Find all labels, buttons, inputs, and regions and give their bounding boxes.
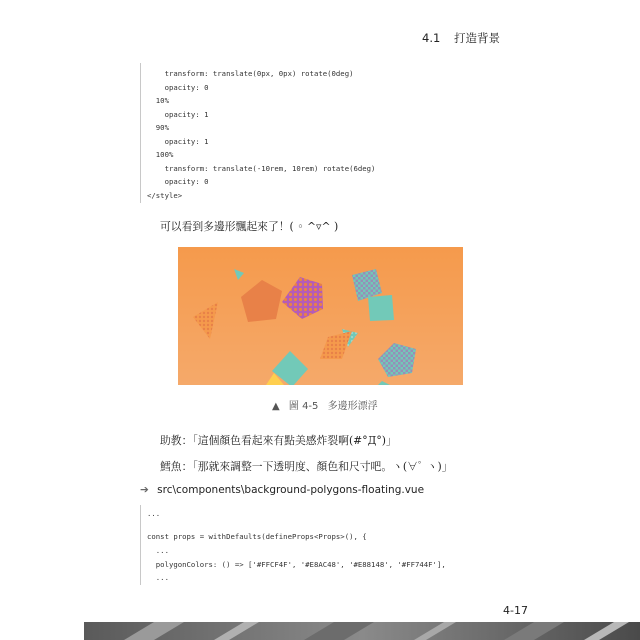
file-path bbox=[140, 484, 424, 496]
page-number: 4-17 bbox=[503, 604, 528, 617]
code-line: ... bbox=[147, 509, 161, 518]
code-line: opacity: 1 bbox=[147, 136, 209, 146]
code-line: polygonColors: () => ['#FFCF4F', '#E8AC48', '#E88148', '#FF744F'], bbox=[147, 560, 446, 569]
code-block-vue bbox=[140, 505, 481, 585]
code-line: transform: translate(0px, 0px) rotate(0deg) bbox=[147, 69, 354, 78]
dialogue-line: 助教：「這個顏色看起來有點美感炸裂啊(#°Д°)」 bbox=[160, 434, 397, 447]
code-line: transform: translate(-10rem, 10rem) rotate(6deg) bbox=[147, 163, 376, 173]
footer-decoration bbox=[84, 622, 640, 640]
caption-text: 多邊形漂浮 bbox=[327, 401, 378, 412]
code-line: ... bbox=[147, 546, 169, 555]
code-line: opacity: 1 bbox=[147, 109, 209, 119]
code-line: opacity: 0 bbox=[147, 82, 209, 92]
section-title: 打造背景 bbox=[454, 31, 500, 45]
caption-triangle-icon: ▲ bbox=[272, 401, 280, 412]
code-line: 90% bbox=[147, 123, 169, 132]
code-line: ... bbox=[147, 573, 169, 582]
section-number: 4.1 bbox=[422, 31, 441, 45]
figure-caption bbox=[272, 397, 378, 412]
file-path-text: src\components\background-polygons-floating.vue bbox=[157, 484, 425, 496]
code-line: 100% bbox=[147, 150, 174, 159]
dialogue-line: 鱈魚：「那就來調整一下透明度、顏色和尺寸吧。ヽ(∀ﾟ ヽ)」 bbox=[160, 460, 453, 473]
caption-label: 圖 4-5 bbox=[288, 401, 319, 412]
figure-floating-polygons bbox=[178, 247, 463, 385]
polygons-illustration bbox=[178, 247, 463, 385]
code-line: </style> bbox=[147, 190, 183, 200]
running-header bbox=[422, 30, 500, 46]
paragraph: 可以看到多邊形飄起來了！( ◦ ^▿^ ) bbox=[160, 220, 339, 233]
arrow-icon: ➔ bbox=[140, 484, 149, 496]
polygon-square-teal bbox=[368, 295, 394, 321]
code-line: 10% bbox=[147, 96, 169, 105]
code-line: opacity: 0 bbox=[147, 177, 209, 186]
figure-background bbox=[178, 247, 463, 385]
code-line: const props = withDefaults(defineProps<Props>(), { bbox=[147, 532, 367, 541]
code-block-css bbox=[140, 63, 481, 203]
